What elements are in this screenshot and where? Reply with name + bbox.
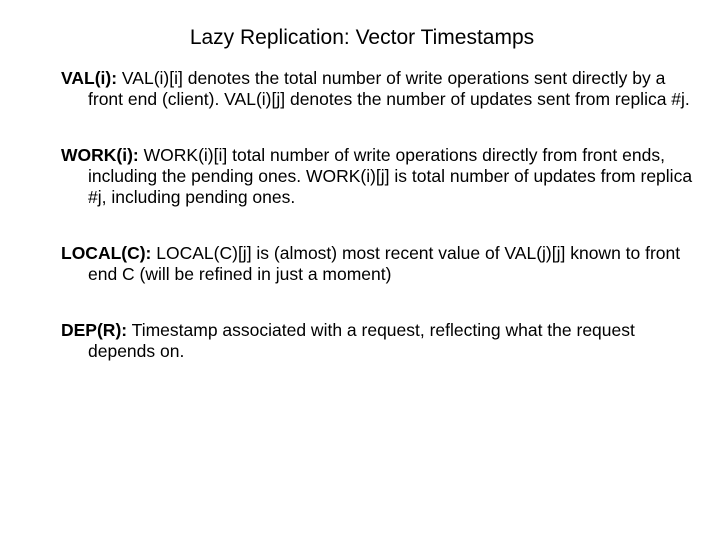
definition-text: WORK(i)[i] total number of write operations directly from front ends, including the pending ones. WORK(i)[j] is total number of updates from replica #j, including pending ones. [88, 145, 693, 207]
definition-text: Timestamp associated with a request, reflecting what the request depends on. [88, 320, 635, 361]
definition-term: VAL(i): [61, 68, 118, 88]
definition-val [61, 68, 701, 110]
slide-title: Lazy Replication: Vector Timestamps [189, 26, 535, 49]
definition-term: LOCAL(C): [61, 243, 152, 263]
definition-work [61, 145, 701, 208]
definition-local [61, 243, 701, 285]
definition-list [61, 68, 701, 397]
definition-text: VAL(i)[i] denotes the total number of write operations sent directly by a front end (client). VAL(i)[j] denotes the number of updates sent from replica #j. [88, 68, 690, 109]
definition-term: WORK(i): [61, 145, 139, 165]
definition-dep [61, 320, 701, 362]
definition-term: DEP(R): [61, 320, 128, 340]
definition-text: LOCAL(C)[j] is (almost) most recent value of VAL(j)[j] known to front end C (will be refined in just a moment) [88, 243, 681, 284]
